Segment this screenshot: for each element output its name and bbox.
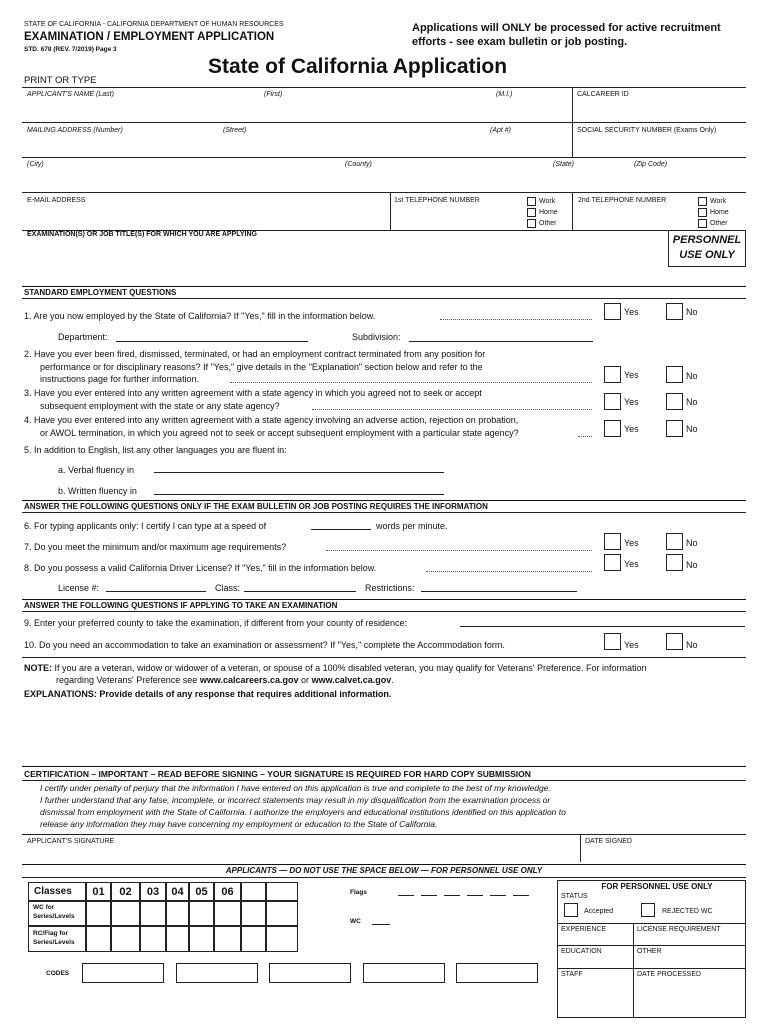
label-applicant-signature: APPLICANT'S SIGNATURE [27,838,115,845]
note-block [24,662,749,674]
class-number-cell: 05 [189,882,214,901]
code-cell[interactable] [176,963,258,983]
question-3-line-2: subsequent employment with the state or any state agency? [40,401,280,411]
class-grid-cell[interactable] [140,926,166,952]
code-cell[interactable] [82,963,164,983]
label-city: (City) [27,161,44,168]
q1-yes-label: Yes [624,307,639,317]
label-ssn: SOCIAL SECURITY NUMBER (Exams Only) [577,127,717,134]
phone1-other-checkbox[interactable] [527,219,536,228]
staff-label: STAFF [561,971,583,978]
label-calcareer-id: CALCAREER ID [577,91,629,98]
rejected-wc-checkbox[interactable] [641,903,655,917]
personnel-banner: APPLICANTS — DO NOT USE THE SPACE BELOW — FOR PERSONNEL USE ONLY [225,866,543,875]
phone2-other-label: Other [710,220,728,227]
print-or-type: PRINT OR TYPE [24,75,97,86]
wc-line[interactable] [372,924,390,925]
q1-subdivision-label: Subdivision: [352,332,401,342]
certification-line-4: release any information they may have concerning my employment or education to the State of California. [40,819,438,829]
label-exam-titles: EXAMINATION(S) OR JOB TITLE(S) FOR WHICH YOU ARE APPLYING [27,231,257,238]
certification-heading: CERTIFICATION – IMPORTANT – READ BEFORE SIGNING – YOUR SIGNATURE IS REQUIRED FOR HARD COPY SUBMISSION [24,769,531,779]
class-grid-cell[interactable] [166,901,189,926]
q4-yes-checkbox[interactable] [604,420,621,437]
q2-yes-checkbox[interactable] [604,366,621,383]
label-email: E-MAIL ADDRESS [27,197,86,204]
class-number-cell: 06 [214,882,241,901]
flag-line[interactable] [444,895,460,896]
label-date-signed: DATE SIGNED [585,838,632,845]
q6-speed-line[interactable] [311,529,371,530]
question-10: 10. Do you need an accommodation to take an examination or assessment? If "Yes," complete the Accommodation form. [24,640,505,650]
class-number-cell: 02 [111,882,140,901]
q10-yes-checkbox[interactable] [604,633,621,650]
q8-class-label: Class: [215,583,241,593]
phone2-other-checkbox[interactable] [698,219,707,228]
q10-no-label: No [686,640,698,650]
label-county: (County) [345,161,372,168]
label-phone-2: 2nd TELEPHONE NUMBER [578,197,667,204]
flags-label: Flags [350,889,367,896]
mailing-address-input[interactable] [27,139,567,154]
class-grid-cell[interactable] [241,901,266,926]
q1-yes-checkbox[interactable] [604,303,621,320]
class-grid-cell[interactable] [266,901,298,926]
experience-label: EXPERIENCE [561,926,607,933]
class-grid-cell[interactable] [86,901,111,926]
q8-restrictions-line[interactable] [421,591,577,592]
phone2-work-checkbox[interactable] [698,197,707,206]
form-title: EXAMINATION / EMPLOYMENT APPLICATION [24,31,275,43]
question-2-line-2: performance or for disciplinary reasons? If "Yes," give details in the "Explanation" section below and refer to the [40,362,483,372]
date-processed-label: DATE PROCESSED [637,971,702,978]
certification-line-1: I certify under penalty of perjury that the information I have entered on this application is true and complete to the best of my knowledge. [40,783,551,793]
q7-yes-label: Yes [624,538,639,548]
class-grid-cell[interactable] [111,926,140,952]
ssn-input[interactable] [577,139,742,154]
phone2-work-label: Work [710,198,727,205]
q4-no-checkbox[interactable] [666,420,683,437]
signature-input[interactable] [27,848,575,860]
q8-license-label: License #: [58,583,100,593]
q8-class-line[interactable] [244,591,356,592]
section-take-exam: ANSWER THE FOLLOWING QUESTIONS IF APPLYING TO TAKE AN EXAMINATION [24,601,338,610]
q8-no-label: No [686,560,698,570]
class-grid-cell[interactable] [214,901,241,926]
wc-label: WC [350,918,361,925]
question-2-line-1: 2. Have you ever been fired, dismissed, terminated, or had an employment contract terminated from any position for [24,349,486,359]
q1-department-label: Department: [58,332,108,342]
q8-restrictions-label: Restrictions: [365,583,415,593]
label-last-name: APPLICANT'S NAME (Last) [27,91,114,98]
q5-verbal-line[interactable] [154,472,444,473]
note-line-2 [56,674,394,686]
phone2-home-checkbox[interactable] [698,208,707,217]
q3-yes-checkbox[interactable] [604,393,621,410]
section-standard-questions: STANDARD EMPLOYMENT QUESTIONS [24,288,177,297]
label-zip: (Zip Code) [634,161,668,168]
flag-line[interactable] [421,895,437,896]
q2-no-label: No [686,371,698,381]
phone1-work-checkbox[interactable] [527,197,536,206]
city-county-state-zip-input[interactable] [27,173,742,188]
q10-yes-label: Yes [624,640,639,650]
class-grid-cell[interactable] [214,926,241,952]
question-1: 1. Are you now employed by the State of California? If "Yes," fill in the information below. [24,311,376,321]
class-grid-cell[interactable] [241,926,266,952]
q1-no-label: No [686,307,698,317]
date-signed-input[interactable] [585,848,743,860]
class-number-cell: 04 [166,882,189,901]
class-grid-cell[interactable] [189,901,214,926]
class-grid-cell[interactable] [86,926,111,952]
for-personnel-label: FOR PERSONNEL USE ONLY [601,882,713,891]
accepted-label: Accepted [584,908,614,915]
notice-line-2: efforts - see exam bulletin or job posting. [412,36,628,48]
other-label: OTHER [637,948,662,955]
wc-series-label-1: WC for [33,904,55,911]
applicant-name-input[interactable] [27,104,567,120]
q7-yes-checkbox[interactable] [604,533,621,550]
phone1-home-checkbox[interactable] [527,208,536,217]
q3-no-label: No [686,397,698,407]
q5-written-line[interactable] [154,494,444,495]
agency-line: STATE OF CALIFORNIA - CALIFORNIA DEPARTMENT OF HUMAN RESOURCES [24,21,284,28]
q7-no-checkbox[interactable] [666,533,683,550]
rc-flag-label-2: Series/Levels [33,939,75,946]
explanations-heading: EXPLANATIONS: Provide details of any response that requires additional information. [24,689,392,699]
email-input[interactable] [27,209,385,224]
class-number-cell: 03 [140,882,166,901]
question-9: 9. Enter your preferred county to take the examination, if different from your county of residence: [24,618,408,628]
q9-county-line[interactable] [460,626,745,627]
note-or: or [298,675,312,685]
certification-line-2: I further understand that any false, incomplete, or incorrect statements may result in my disqualification from the examination process or [40,795,551,805]
main-title: State of California Application [208,55,508,78]
label-mailing-number: MAILING ADDRESS (Number) [27,127,123,134]
status-label: STATUS [561,893,588,900]
q3-yes-label: Yes [624,397,639,407]
phone1-other-label: Other [539,220,557,227]
flag-line[interactable] [490,895,506,896]
class-grid-cell[interactable] [166,926,189,952]
note-label: NOTE: [24,663,52,673]
wc-series-label-2: Series/Levels [33,913,75,920]
class-number-cell-blank[interactable] [266,882,298,901]
question-8: 8. Do you possess a valid California Driver License? If "Yes," fill in the information below. [24,563,377,573]
class-grid-cell[interactable] [266,926,298,952]
q7-no-label: No [686,538,698,548]
calcareers-link[interactable]: www.calcareers.ca.gov [199,675,299,685]
q5-written-label: b. Written fluency in [58,486,137,496]
personnel-use-line-1: PERSONNEL [672,234,742,246]
class-grid-cell[interactable] [111,901,140,926]
rc-flag-label-1: RC/Flag for [33,930,69,937]
calvet-link[interactable]: www.calvet.ca.gov [311,675,392,685]
question-5: 5. In addition to English, list any other languages you are fluent in: [24,445,287,455]
q10-no-checkbox[interactable] [666,633,683,650]
label-phone-1: 1st TELEPHONE NUMBER [394,197,480,204]
label-mi: (M.I.) [496,91,513,98]
flag-line[interactable] [398,895,414,896]
label-street: (Street) [223,127,247,134]
codes-label: CODES [46,970,70,977]
rejected-wc-label: REJECTED WC [662,908,713,915]
q8-yes-checkbox[interactable] [604,554,621,571]
exam-titles-input[interactable] [27,246,662,282]
section-exam-questions: ANSWER THE FOLLOWING QUESTIONS ONLY IF THE EXAM BULLETIN OR JOB POSTING REQUIRES THE INFORMATION [24,502,488,511]
q8-no-checkbox[interactable] [666,554,683,571]
question-6-part-2: words per minute. [376,521,448,531]
phone1-home-label: Home [539,209,558,216]
calcareer-id-input[interactable] [577,104,742,120]
question-4-line-2: or AWOL termination, in which you agreed not to seek or accept subsequent employment with a particular state agency? [40,428,519,438]
license-requirement-label: LICENSE REQUIREMENT [637,926,721,933]
accepted-checkbox[interactable] [564,903,578,917]
explanations-textarea[interactable] [24,703,744,761]
q1-department-line[interactable] [116,341,308,342]
class-grid-cell[interactable] [189,926,214,952]
notice-line-1: Applications will ONLY be processed for active recruitment [412,22,721,34]
question-4-line-1: 4. Have you ever entered into any written agreement with a state agency involving an adverse action, rejection on probation, [24,415,519,425]
q2-yes-label: Yes [624,370,639,380]
label-first-name: (First) [264,91,283,98]
flag-line[interactable] [467,895,483,896]
class-number-cell-blank[interactable] [241,882,266,901]
q1-subdivision-line[interactable] [409,341,593,342]
question-7: 7. Do you meet the minimum and/or maximum age requirements? [24,542,287,552]
certification-line-3: dismissal from employment with the State of California. I authorize the employers and educational institutions identified on this application to [40,807,566,817]
flag-line[interactable] [513,895,529,896]
question-2-line-3: instructions page for further information. [40,374,200,384]
note-period: . [391,675,394,685]
label-apt: (Apt #) [490,127,512,134]
q4-no-label: No [686,424,698,434]
phone1-work-label: Work [539,198,556,205]
class-number-cell: 01 [86,882,111,901]
q4-yes-label: Yes [624,424,639,434]
q1-no-checkbox[interactable] [666,303,683,320]
q2-no-checkbox[interactable] [666,366,683,383]
question-3-line-1: 3. Have you ever entered into any written agreement with a state agency in which you agreed not to seek or accept [24,388,482,398]
q5-verbal-label: a. Verbal fluency in [58,465,135,475]
label-state: (State) [553,161,575,168]
code-cell[interactable] [456,963,538,983]
code-cell[interactable] [363,963,445,983]
q8-yes-label: Yes [624,559,639,569]
form-number: STD. 678 (REV. 7/2019) Page 3 [24,46,117,53]
note-text-1: If you are a veteran, widow or widower of a veteran, or spouse of a 100% disabled veteran, you may qualify for Veterans' Preference. For information [54,663,647,673]
code-cell[interactable] [269,963,351,983]
class-grid-cell[interactable] [140,901,166,926]
q3-no-checkbox[interactable] [666,393,683,410]
phone2-home-label: Home [710,209,729,216]
note-text-2: regarding Veterans' Preference see [56,675,200,685]
classes-label: Classes [34,886,72,897]
education-label: EDUCATION [561,948,602,955]
question-6-part-1: 6. For typing applicants only: I certify I can type at a speed of [24,521,267,531]
q8-license-line[interactable] [106,591,206,592]
personnel-use-line-2: USE ONLY [679,249,735,261]
